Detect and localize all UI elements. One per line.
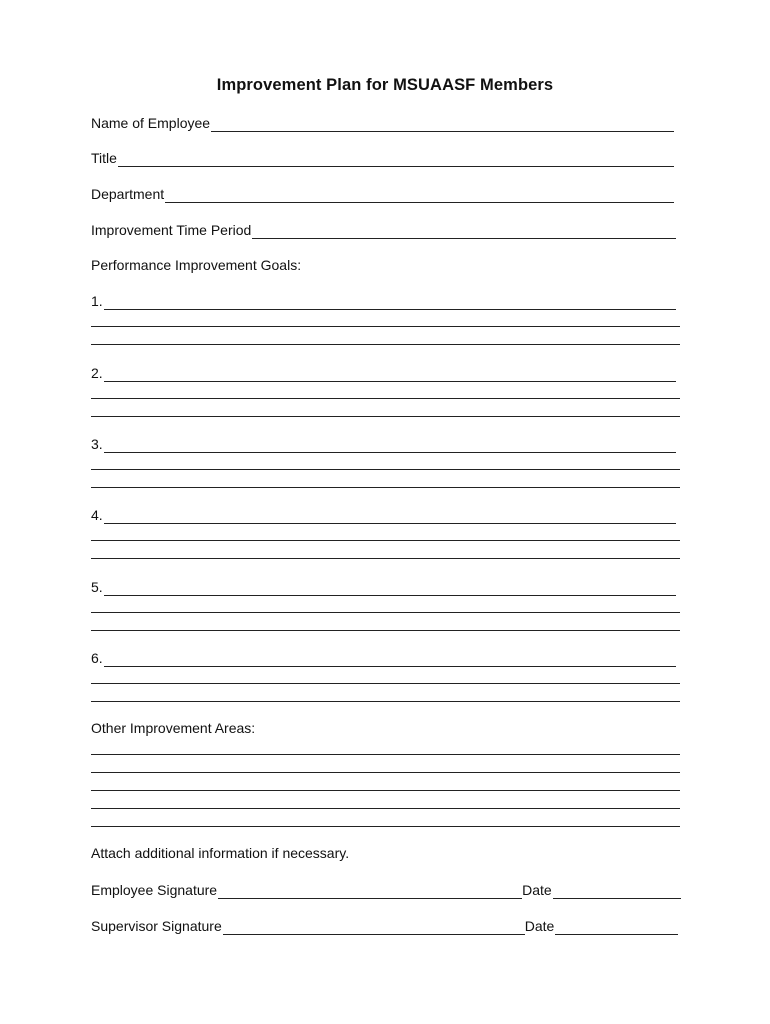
name-of-employee-line[interactable]	[211, 118, 674, 132]
supervisor-signature-line[interactable]	[223, 921, 525, 935]
goal-2-continuation-line[interactable]	[91, 416, 680, 417]
supervisor-date-label: Date	[524, 918, 555, 934]
goal-1-field[interactable]	[91, 292, 676, 310]
goals-heading: Performance Improvement Goals:	[91, 257, 302, 273]
goal-1-line[interactable]	[104, 296, 676, 310]
goal-4-field[interactable]	[91, 506, 676, 524]
other-improvement-line[interactable]	[91, 772, 680, 773]
other-improvement-line[interactable]	[91, 754, 680, 755]
employee-signature-line[interactable]	[218, 885, 522, 899]
attach-note: Attach additional information if necessary.	[91, 845, 350, 861]
goal-1-continuation-line[interactable]	[91, 326, 680, 327]
goal-6-field[interactable]	[91, 649, 676, 667]
goal-3-continuation-line[interactable]	[91, 487, 680, 488]
goal-4-number: 4.	[91, 507, 103, 523]
goal-5-line[interactable]	[104, 582, 676, 596]
department-field[interactable]	[91, 185, 674, 203]
department-line[interactable]	[165, 189, 674, 203]
other-improvement-heading: Other Improvement Areas:	[91, 720, 256, 736]
employee-signature-row[interactable]	[91, 881, 681, 899]
goal-5-number: 5.	[91, 579, 103, 595]
other-improvement-line[interactable]	[91, 790, 680, 791]
goal-6-number: 6.	[91, 650, 103, 666]
supervisor-signature-label: Supervisor Signature	[91, 918, 222, 934]
employee-signature-label: Employee Signature	[91, 882, 218, 898]
goal-1-number: 1.	[91, 293, 103, 309]
name-of-employee-field[interactable]	[91, 114, 674, 132]
goal-4-continuation-line[interactable]	[91, 558, 680, 559]
goal-2-field[interactable]	[91, 364, 676, 382]
other-improvement-line[interactable]	[91, 808, 680, 809]
improvement-time-period-line[interactable]	[252, 225, 676, 239]
employee-date-label: Date	[522, 882, 552, 898]
goal-3-continuation-line[interactable]	[91, 469, 680, 470]
goal-2-line[interactable]	[104, 368, 676, 382]
supervisor-signature-row[interactable]	[91, 917, 678, 935]
name-of-employee-label: Name of Employee	[91, 115, 211, 131]
title-field[interactable]	[91, 149, 674, 167]
improvement-time-period-field[interactable]	[91, 221, 676, 239]
other-improvement-line[interactable]	[91, 826, 680, 827]
goal-4-line[interactable]	[104, 510, 676, 524]
goal-5-continuation-line[interactable]	[91, 612, 680, 613]
form-title: Improvement Plan for MSUAASF Members	[216, 76, 554, 94]
improvement-time-period-label: Improvement Time Period	[91, 222, 252, 238]
employee-date-line[interactable]	[553, 885, 681, 899]
goal-3-field[interactable]	[91, 435, 676, 453]
goal-2-number: 2.	[91, 365, 103, 381]
title-line[interactable]	[118, 153, 674, 167]
goal-5-field[interactable]	[91, 578, 676, 596]
goal-6-line[interactable]	[104, 653, 676, 667]
goal-4-continuation-line[interactable]	[91, 540, 680, 541]
goal-5-continuation-line[interactable]	[91, 630, 680, 631]
goal-6-continuation-line[interactable]	[91, 683, 680, 684]
department-label: Department	[91, 186, 165, 202]
title-label: Title	[91, 150, 117, 166]
goal-3-line[interactable]	[104, 439, 676, 453]
goal-6-continuation-line[interactable]	[91, 701, 680, 702]
goal-1-continuation-line[interactable]	[91, 344, 680, 345]
supervisor-date-line[interactable]	[555, 921, 678, 935]
goal-2-continuation-line[interactable]	[91, 398, 680, 399]
goal-3-number: 3.	[91, 436, 103, 452]
